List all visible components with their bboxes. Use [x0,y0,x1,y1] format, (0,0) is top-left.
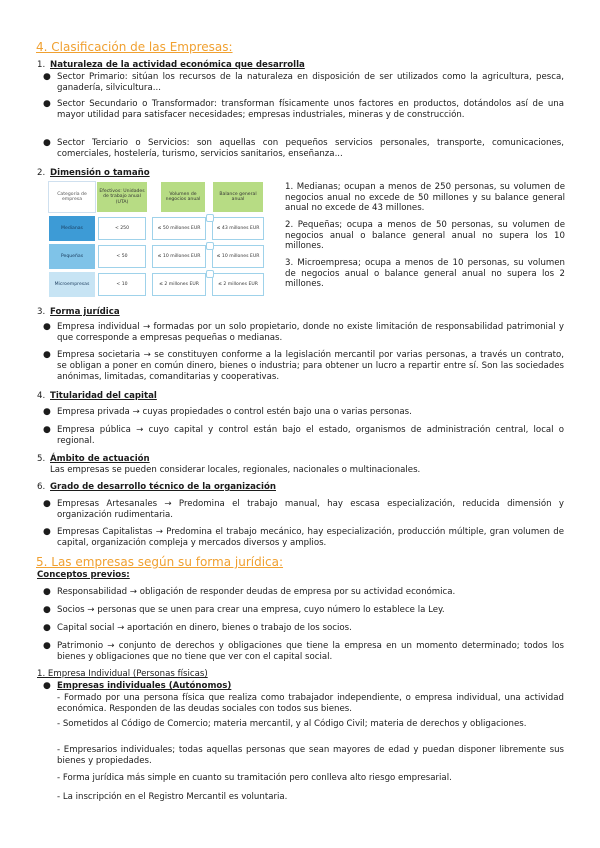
table-header-cell: Efectivos: Unidades de trabajo anual (UTA) [96,181,148,213]
size-list-item: 3. Microempresa; ocupa a menos de 10 personas, su volumen de negocios anual o balance general anual no supera los 2 millones. [285,258,565,289]
autonomos-line: - La inscripción en el Registro Mercantil es voluntaria. [57,792,288,802]
s2-title: Dimensión o tamaño [50,168,150,178]
table-header-cell: Volumen de negocios anual [160,181,206,213]
connector-mark [206,270,214,278]
connector-mark [206,242,214,250]
table-cell: ≤ 2 millones EUR [212,273,264,296]
s4-title: Titularidad del capital [50,391,157,401]
list-item: ● Sector Terciario o Servicios: son aquellas con pequeños servicios personales, transporte, comunicaciones, comerciales, hostelería, turismo, servicios sanitarios, enseñanza... [43,138,564,159]
section-4-title: 4. Clasificación de las Empresas: [36,40,233,54]
table-cell: < 10 [98,273,146,296]
list-item: ● Socios → personas que se unen para crear una empresa, cuyo número lo establece la Ley. [43,605,445,615]
table-header-cell: Balance general anual [212,181,264,213]
empresa-individual-title: 1. Empresa Individual (Personas físicas) [37,669,208,679]
list-item: ● Patrimonio → conjunto de derechos y obligaciones que tiene la empresa en un momento determinado; todos los bienes y obligaciones que no tiene que ver con el capital social. [43,641,564,662]
connector-mark [206,214,214,222]
s3-title: Forma jurídica [50,307,120,317]
table-cell: ≤ 50 millones EUR [152,217,206,240]
s2-number: 2. [37,168,46,178]
table-cell: < 50 [98,245,146,268]
autonomos-line: - Sometidos al Código de Comercio; materia mercantil, y al Código Civil; materia de derechos y obligaciones. [57,719,527,729]
table-row-label: Microempresas [48,271,96,298]
size-table [48,181,266,299]
section-5-title: 5. Las empresas según su forma jurídica: [36,555,284,569]
table-row-label: Pequeñas [48,243,96,270]
table-cell: ≤ 2 millones EUR [152,273,206,296]
list-item: ● Empresa pública → cuyo capital y control están bajo el estado, organismos de administración central, local o regional. [43,425,564,446]
table-row-label: Medianas [48,215,96,242]
list-item: ● Empresas individuales (Autónomos) [43,681,232,691]
s6-number: 6. [37,482,46,492]
list-item: ● Empresa societaria → se constituyen conforme a la legislación mercantil por varias personas, a través un contrato, se obligan a poner en común dinero, bienes o industria; para obtener un lucro a repartir entre sí. Son las sociedades anónimas, limitadas, comanditarias y cooperativas. [43,350,564,382]
conceptos-title: Conceptos previos: [37,570,130,580]
size-list-item: 2. Pequeñas; ocupa a menos de 50 personas, su volumen de negocios anual o balance general anual no supera los 10 millones. [285,220,565,251]
s1-title: Naturaleza de la actividad económica que desarrolla [50,60,305,70]
list-item: ● Empresa individual → formadas por un solo propietario, donde no existe limitación de responsabilidad patrimonial y que corresponde a empresas pequeñas o medianas. [43,322,564,343]
s5-number: 5. [37,454,46,464]
table-cell: < 250 [98,217,146,240]
s5-text: Las empresas se pueden considerar locales, regionales, nacionales o multinacionales. [50,465,421,475]
s5-title: Ámbito de actuación [50,454,150,464]
autonomos-line: - Empresarios individuales; todas aquellas personas que sean mayores de edad y puedan disponer libremente sus bienes y propiedades. [57,745,564,766]
list-item: ● Empresas Artesanales → Predomina el trabajo manual, hay escasa especialización, reducida dimensión y organización rudimentaria. [43,499,564,520]
s6-title: Grado de desarrollo técnico de la organización [50,482,276,492]
table-cell: ≤ 43 millones EUR [212,217,264,240]
autonomos-line: - Forma jurídica más simple en cuanto su tramitación pero conlleva alto riesgo empresarial. [57,773,452,783]
s3-number: 3. [37,307,46,317]
list-item: ● Responsabilidad → obligación de responder deudas de empresa por su actividad económica. [43,587,456,597]
s4-number: 4. [37,391,46,401]
list-item: ● Capital social → aportación en dinero, bienes o trabajo de los socios. [43,623,352,633]
list-item: ● Empresas Capitalistas → Predomina el trabajo mecánico, hay especialización, producción múltiple, gran volumen de capital, organización compleja y mercados diversos y amplios. [43,527,564,548]
size-list-item: 1. Medianas; ocupan a menos de 250 personas, su volumen de negocios anual no excede de 50 millones y su balance general anual no excede de 43 millones. [285,182,565,213]
s1-number: 1. [37,60,46,70]
list-item: ● Sector Primario: sitúan los recursos de la naturaleza en disposición de ser utilizados como la agricultura, pesca, ganadería, silvicultura... [43,72,564,93]
table-cell: ≤ 10 millones EUR [212,245,264,268]
table-cell: ≤ 10 millones EUR [152,245,206,268]
autonomos-line: - Formado por una persona física que realiza como trabajador independiente, o empresa individual, una actividad económica. Responden de las deudas sociales con todos sus bienes. [57,693,564,714]
list-item: ● Sector Secundario o Transformador: transforman físicamente unos factores en productos, dotándolos así de una mayor utilidad para satisfacer necesidades; empresas industriales, mineras y de construcción. [43,99,564,120]
list-item: ● Empresa privada → cuyas propiedades o control estén bajo una o varias personas. [43,407,412,417]
table-header-cell: Categoría de empresa [48,181,96,213]
